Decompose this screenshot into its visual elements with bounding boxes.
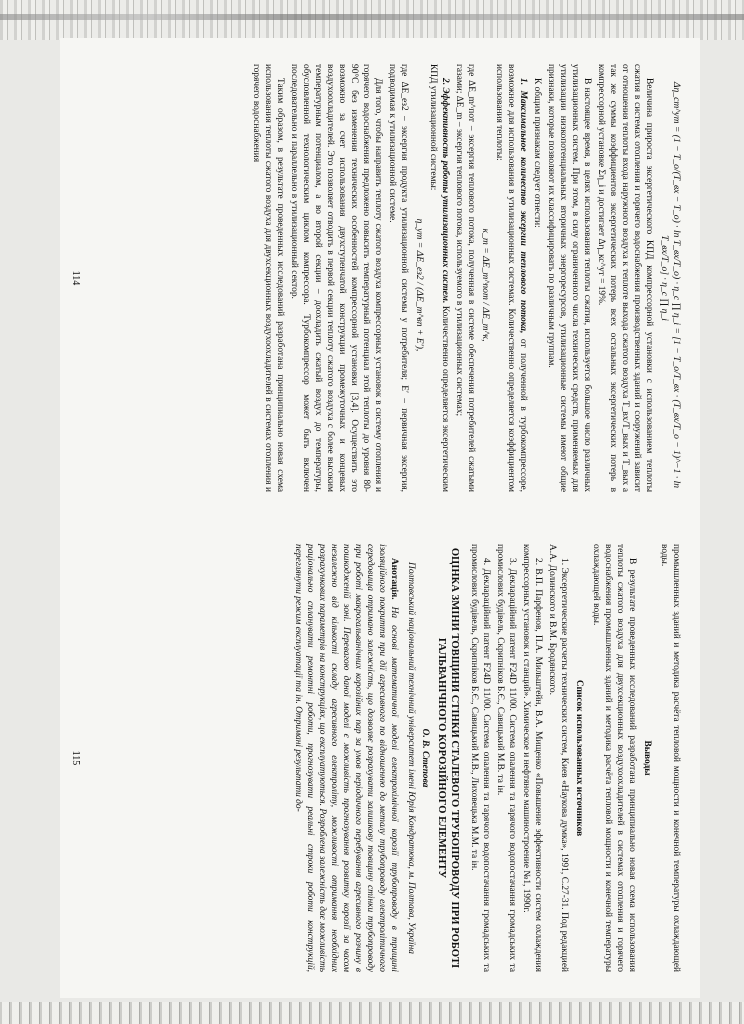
book-spread bbox=[60, 38, 700, 998]
paragraph: где ΔE_m^пот – эксергия теплового потока, полученная в системе обеспечения потребителей сжатыми газами; ΔE_m – эксергия теплового потока, используемого в утилизационных системах; bbox=[453, 64, 476, 492]
section-heading-references: Список использованных источников bbox=[573, 679, 584, 837]
page-number: 114 bbox=[69, 270, 81, 286]
list-item bbox=[427, 64, 451, 492]
paragraph: Таким образом, в результате проведенных исследований разработана принципиально новая схема использования теплоты сжатого воздуха для двухсекционных воздухоохладителей в системах отопления и горячего водоснабжения bbox=[251, 64, 286, 492]
article-author: О. В. Степова bbox=[420, 728, 431, 788]
scan-edge-bottom bbox=[0, 1002, 744, 1024]
paragraph: К общим признакам следует отнести: bbox=[532, 78, 543, 228]
paragraph: В результате проведенных исследований разработана принципиально новая схема использования теплоты сжатого воздуха для двухсекционных воздухоохладителей в системах отопления и горячего водоснабжения промышленных зданий и методика расчёта тепловой мощности и конечной температуры охлаждающей воды. bbox=[590, 544, 637, 972]
abstract-label: Анотація. bbox=[389, 558, 400, 600]
page-114 bbox=[60, 38, 700, 518]
reference-item: 3. Декларацiйний патент F24D 11/00. Система опалення та гарячого водопостачання громадських та промислових будiвель, Скрипнiков Б.Є., Савицький М.В. та iн. bbox=[494, 544, 517, 972]
article-title: ОЦІНКА ЗМІНИ ТОВЩИНИ СТІНКИ СТАЛЕВОГО ТРУБОПРОВОДУ ПРИ РОБОТІ ГАЛЬВАНІЧНОГО КОРОЗІЙНОГО ЕЛЕМЕНТУ bbox=[435, 547, 461, 969]
reference-item: 4. Декларацiйний патент F24D 11/00. Система опалення та гарячого водопостачання громадських та промислових будiвель, Скрипнiков Б.Є., Савицький М.В., Лиховецька М.М. та iн. bbox=[468, 544, 491, 972]
page-number: 115 bbox=[69, 750, 81, 766]
formula-eta: η_ут = ΔE_ез2 / (ΔE_m^вп + E′), bbox=[413, 218, 425, 352]
paragraph: Для того, чтобы направить теплоту сжатого воздуха компрессорных установок в систему отопления и горячего водоснабжения предложено повысить температурный потенциал этой теплоты до уровня 80-90°С без изменения технических особенностей компрессорной установки [3,4]. Осуществить это возможно за счет использования двухступенчатой конструкции промежуточных и концевых воздухоохладителей. Это позволяет отводить в первой секции теплоту сжатого воздуха с более высоким температурным потенциалом, а во второй секции – доохладить сжатый воздух до температуры, обусловленной технологическим циклом компрессора. Турбокомпрессор может быть включен последовательно и параллельно в утилизационный сектор. bbox=[289, 64, 384, 492]
paragraph: промышленных зданий и методика расчёта тепловой мощности и конечной температуры охлаждающей воды. bbox=[658, 544, 681, 972]
formula-kappa: κ_m = ΔE_m^пот / ΔE_m^к, bbox=[480, 228, 492, 342]
list-item-lead: 2. Эффективность работы утилизационных систем. bbox=[439, 78, 450, 304]
reference-item: 1. Эксергетические расчеты технических систем, Киев «Наукова думка», 1991, С.27-31. Под редакцией А.А. Долинского и В.М. Бродянского. bbox=[546, 544, 569, 972]
paragraph: Величина прироста эксергетического КПД компрессорной установки с использованием теплоты сжатия в системах отопления и горячего водоснабжения производственных зданий и сооружений зависит от отношения теплоты входа наружного воздуха к теплоте выхода сжатого воздуха T_вх/T_вых и T_вых а так же суммы коэффициентов эксергетических потерь всех остальных эксергетических потерь в компрессорной установке Ση_i и достигает Δη_кс^ут = 19%. bbox=[596, 64, 655, 492]
paragraph: В настоящее время, в целях использования теплоты сжатия, используется большое число различных утилизационных систем. При этом, в силу ограниченного числа технических средств, применяемых для утилизации низкопотенциальных вторичных энергоресурсов, утилизационные системы имеют общие признаки, которые позволяют их классифицировать по различным группам. bbox=[546, 64, 593, 492]
reference-item: 2. В.П. Парфенов, П.А. Мильштейн, В.А. Мищенко «Повышение эффективности систем охлаждения компрессорных установок и станций». Химическое и нефтяное машиностроение №1, 1990г. bbox=[520, 544, 543, 972]
section-heading-conclusions: Выводы bbox=[641, 740, 652, 776]
paragraph: где ΔE_ез2 – эксергия продукта утилизационной системы у потребителя; E′ – первичная эксергия, подводимая к утилизационной системе. bbox=[387, 64, 410, 492]
abstract bbox=[292, 544, 400, 972]
list-item-lead: 1. Максимальное количество эксергии теплового потока, bbox=[518, 78, 529, 334]
page-115 bbox=[60, 518, 700, 998]
author-affiliation: Полтавський національний технічний університет імені Юрія Кондратюка, м. Полтава, Україна bbox=[406, 562, 417, 954]
list-item-text: от полученной в турбокомпрессоре, возможное для использования в утилизационных системах. Количественно определяется коэффициентом использования теплоты: bbox=[494, 64, 529, 492]
abstract-text: На основі математичної моделі електрохімічної корозії трубопроводу в трищині ізоляційного покриття при дії агресивного по відношенню до металу трубопроводу електролітичного середовища отримано залежність, що дозволяє розрахувати залишкову товщину стінки трубопроводу при роботі макрогальванічних корозійних пар за умов періодичного перебування агресивного розчину в пошкодженій зоні. Перевагою даної моделі є можливість прогнозування розвитку корозії за часом незалежно від кількості складу агресивного електроліту, можливості отримання необхідних розрахункових параметрів на конструкціях, що експлуатуються. Розроблена залежність дає можливість раціонально спланувати ремонтні роботи, прогнозувати реальні строки роботи конструкцій, переглянути режим експлуатації та ін. Отримані результати до- bbox=[293, 544, 400, 972]
scan-edge-top bbox=[0, 0, 744, 40]
formula-exergy-gain: Δη_ст^ут = (1 − T_о/(T_вх − T_о) · ln T_вх/T_о) · η_с ∏ η_i = [1 − T_о/T_вх · (T_вх/T_о − 1)^−1 · ln T_вх/T_о] · η_с ∏ η_i bbox=[658, 81, 682, 489]
list-item bbox=[493, 64, 529, 492]
list-item-text: Количественно определяется эксергетическим КПД утилизационной системы: bbox=[427, 64, 450, 492]
